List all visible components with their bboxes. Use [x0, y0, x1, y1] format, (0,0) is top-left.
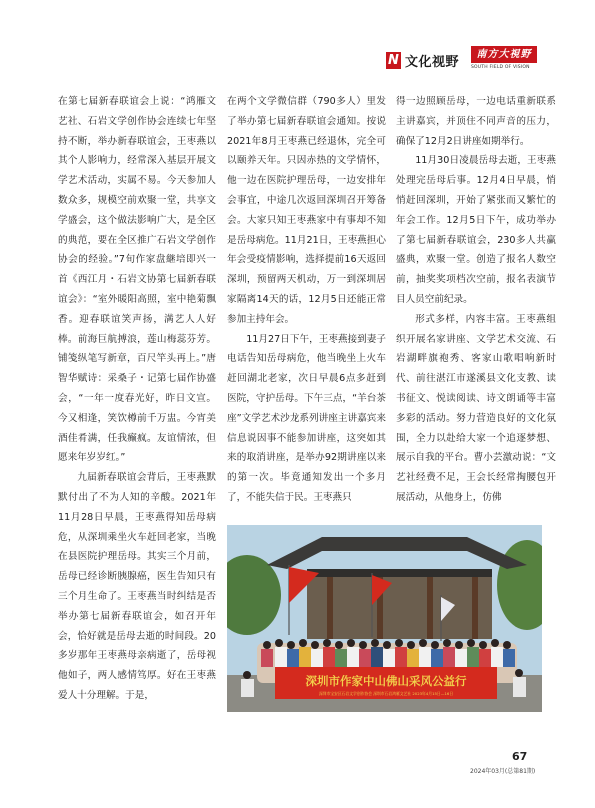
group-photo — [227, 525, 542, 712]
paragraph: 形式多样，内容丰富。王枣燕组织开展名家讲座、文学艺术交流、石岩湖畔旗袍秀、客家山歌唱响新时代、前往湛江市遂溪县文化支教、读书征文、悦读阅读、诗文朗诵等丰富多彩的活动。努力营造良好的文化氛围，全力以赴给大家一个追逐梦想、展示自我的平台。曹小芸激动说：“文艺社经费不足，王会长经常掏腰包开展活动，从他身上，仿佛 — [396, 313, 556, 503]
paragraph: 11月27日下午，王枣燕接到妻子电话告知岳母病危，他当晚坐上火车赶回湖北老家，次日早晨6点多赶到医院，守护岳母。下午三点，“羊台茶座”文学艺术沙龙系列讲座主讲嘉宾来信息说因事不能参加讲座，这突如其来的取消讲座，是举办92期讲座以来的第一次。毕竟通知发出一个多月了，不能失信于民。王枣燕只 — [227, 333, 386, 503]
page-number: 67 — [512, 750, 528, 763]
brand-subtitle: SOUTH FIELD OF VISION — [471, 65, 530, 70]
masthead — [386, 46, 546, 76]
paragraph: 在第七届新春联谊会上说：“鸿雁文艺社、石岩文学创作协会连续七年坚持不断，举办新春联谊会，王枣燕以其个人影响力，经常深入基层开展文学艺术活动，实属不易。今天参加人数众多，规模空前欢聚一堂，共享文学盛会，这个做法影响广大，是全区的典范，要在全区推广石岩文学创作协会的经验。”7旬作家盘継培即兴一首《西江月・石岩文协第七届新春联谊会》：“室外暖阳高照，室中艳菊飘香。迎春联谊笑声扬，满艺人人好棒。前海巨航搏浪，莲山梅蕊芬芳。铺笺纵笔写新章，百尺竿头再上。”唐智华赋诗：采桑子・记第七届作协盛会，“一年一度春光好，昨日文宣。今又相逢，笑饮樽前千万盅。今宵美酒佳肴满，任我癫疯。友谊情浓，但愿来年岁岁红。” — [58, 96, 216, 464]
paragraph: 在两个文学微信群（790多人）里发了举办第七届新春联谊会通知。按说2021年8月王枣燕已经退休，完全可以颐养天年。只因赤热的文学情怀，他一边在医院护理岳母，一边安排年会事宜，中途几次返回深圳召开筹备会。大家只知王枣燕家中有事却不知是岳母病危。11月21日，王枣燕担心年会受疫情影响，选择提前16天返回深圳，预留两天机动，万一到深圳居家隔离14天的话，12月5日还能正常参加主持年会。 — [227, 96, 386, 325]
paragraph: 九届新春联谊会背后，王枣燕默默付出了不为人知的辛酸。2021年11月28日早晨，王枣燕得知岳母病危，从深圳乘坐火车赶回老家，当晚在县医院护理岳母。其实三个月前，岳母已经诊断胰腺癌，医生告知只有三个月生命了。王枣燕当时纠结是否举办第七届新春联谊会，如召开年会，恰好就是岳母去逝的时间段。20多岁那年王枣燕母亲病逝了，岳母视他如子，两人感情笃厚。好在王枣燕爱人十分理解。于是， — [58, 472, 216, 701]
article-column-2 — [227, 92, 386, 508]
paragraph: 11月30日凌晨岳母去逝，王枣燕处理完岳母后事。12月4日早晨，悄悄赶回深圳，开始了紧张而又繁忙的年会工作。12月5日下午，成功举办了第七届新春联谊会，230多人共赢盛典，欢聚一堂。创造了报名人数空前，抽奖奖项档次空前，报名表演节目人员空前纪录。 — [396, 155, 556, 305]
magazine-logo-icon: N — [386, 52, 401, 69]
section-title: 文化视野 — [405, 55, 460, 70]
banner-title: 深圳市作家中山佛山采风公益行 — [305, 674, 467, 688]
article-column-3 — [396, 92, 556, 508]
banner-subtitle: 深圳市宝安区石岩文学创作协会 深圳市石岩鸿雁文艺社 2023年4月15日—16日 — [318, 691, 454, 696]
article-column-1 — [58, 92, 216, 706]
paragraph: 得一边照顾岳母，一边电话重新联系主讲嘉宾，并顶住不同声音的压力，确保了12月2日讲座如期举行。 — [396, 96, 556, 147]
brand-logo: 南方大視野 — [471, 46, 537, 63]
issue-info: 2024年03月(总第81期) — [470, 768, 536, 775]
